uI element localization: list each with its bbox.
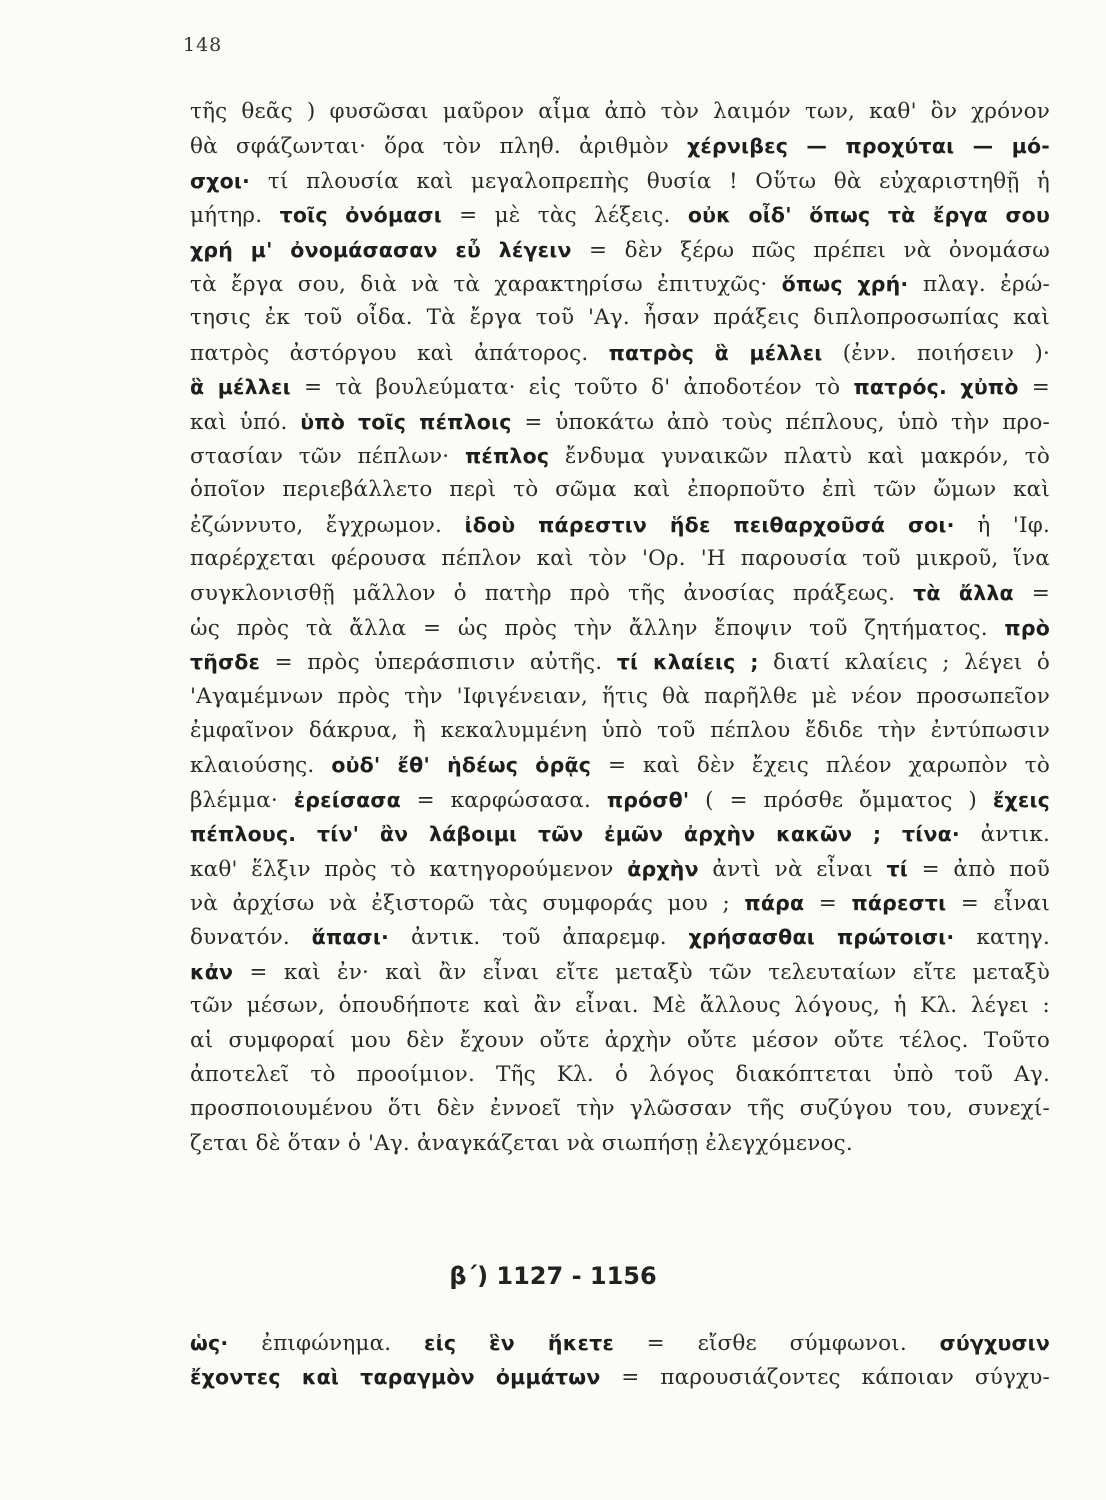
text-line: πέπλους. τίν' ἂν λάβοιμι τῶν ἐμῶν ἀρχὴν κακῶν ; τίνα· ἀντικ. (190, 822, 1050, 848)
text-line: ὡς πρὸς τὰ ἄλλα = ὡς πρὸς τὴν ἄλλην ἔποψιν τοῦ ζητήματος. πρὸ (190, 615, 1050, 641)
text-line: κἀν = καὶ ἐν· καὶ ἂν εἶναι εἴτε μεταξὺ τῶν τελευταίων εἴτε μεταξὺ (190, 959, 1050, 985)
text-line: καθ' ἕλξιν πρὸς τὸ κατηγορούμενον ἀρχὴν ἀντὶ νὰ εἶναι τί = ἀπὸ ποῦ (190, 856, 1050, 882)
text-line: τῆσδε = πρὸς ὑπεράσπισιν αὐτῆς. τί κλαίεις ; διατί κλαίεις ; λέγει ὁ (190, 650, 1050, 676)
text-line: κλαιούσης. οὐδ' ἔθ' ἡδέως ὁρᾷς = καὶ δὲν ἔχεις πλέον χαρωπὸν τὸ (190, 753, 1050, 779)
text-line: ἐζώννυτο, ἔγχρωμον. ἰδοὺ πάρεστιν ἥδε πειθαρχοῦσά σοι· ἡ 'Ιφ. (190, 512, 1050, 538)
commentary-text (190, 95, 1050, 1161)
text-line: σχοι· τί πλουσία καὶ μεγαλοπρεπὴς θυσία ! Οὕτω θὰ εὐχαριστηθῇ ἡ (190, 168, 1050, 194)
text-line: ὁποῖον περιεβάλλετο περὶ τὸ σῶμα καὶ ἐπορποῦτο ἐπὶ τῶν ὤμων καὶ (190, 477, 1050, 503)
text-line: 'Αγαμέμνων πρὸς τὴν 'Ιφιγένειαν, ἥτις θὰ παρῆλθε μὲ νέον προσωπεῖον (190, 683, 1050, 709)
text-line: βλέμμα· ἐρείσασα = καρφώσασα. πρόσθ' ( = πρόσθε ὄμματος ) ἔχεις (190, 787, 1050, 813)
text-line: τὰ ἔργα σου, διὰ νὰ τὰ χαρακτηρίσω ἐπιτυχῶς· ὅπως χρή· πλαγ. ἐρώ- (190, 271, 1050, 297)
text-line: στασίαν τῶν πέπλων· πέπλος ἔνδυμα γυναικῶν πλατὺ καὶ μακρόν, τὸ (190, 443, 1050, 469)
text-line: χρή μ' ὀνομάσασαν εὖ λέγειν = δὲν ξέρω πῶς πρέπει νὰ ὀνομάσω (190, 237, 1050, 263)
text-line: ἃ μέλλει = τὰ βουλεύματα· εἰς τοῦτο δ' ἀποδοτέον τὸ πατρός. χὐπὸ = (190, 375, 1051, 401)
text-line: ὡς· ἐπιφώνημα. εἰς ἓν ἥκετε = εἴσθε σύμφωνοι. σύγχυσιν (190, 1331, 1051, 1356)
text-line: προσποιουμένου ὅτι δὲν ἐννοεῖ τὴν γλῶσσαν τῆς συζύγου του, συνεχί- (190, 1096, 1050, 1122)
text-line: νὰ ἀρχίσω νὰ ἐξιστορῶ τὰς συμφοράς μου ; πάρα = πάρεστι = εἶναι (190, 890, 1050, 916)
text-line: παρέρχεται φέρουσα πέπλον καὶ τὸν 'Ορ. 'Η παρουσία τοῦ μικροῦ, ἵνα (190, 546, 1050, 572)
text-line: αἱ συμφοραί μου δὲν ἔχουν οὔτε ἀρχὴν οὔτε μέσον οὔτε τέλος. Τοῦτο (190, 1027, 1050, 1053)
text-line: δυνατόν. ἅπασι· ἀντικ. τοῦ ἀπαρεμφ. χρήσασθαι πρώτοισι· κατηγ. (190, 925, 1050, 951)
text-line: τῶν μέσων, ὁπουδήποτε καὶ ἂν εἶναι. Μὲ ἄλλους λόγους, ἡ Κλ. λέγει : (190, 993, 1050, 1019)
text-line: πατρὸς ἀστόργου καὶ ἀπάτορος. πατρὸς ἃ μέλλει (ἐνν. ποιήσειν )· (190, 340, 1050, 366)
text-line: τησις ἐκ τοῦ οἶδα. Τὰ ἔργα τοῦ 'Αγ. ἦσαν πράξεις διπλοπροσωπίας καὶ (190, 305, 1050, 331)
text-line: καὶ ὑπό. ὑπὸ τοῖς πέπλοις = ὑποκάτω ἀπὸ τοὺς πέπλους, ὑπὸ τὴν προ- (190, 409, 1050, 435)
text-line: ἐμφαῖνον δάκρυα, ἢ κεκαλυμμένη ὑπὸ τοῦ πέπλου ἔδιδε τὴν ἐντύπωσιν (190, 718, 1050, 744)
text-line: μήτηρ. τοῖς ὀνόμασι = μὲ τὰς λέξεις. οὐκ οἶδ' ὅπως τὰ ἔργα σου (190, 203, 1050, 229)
commentary-text-continued (190, 1326, 1050, 1395)
text-line: ζεται δὲ ὅταν ὁ 'Αγ. ἀναγκάζεται νὰ σιωπήσῃ ἐλεγχόμενος. (190, 1130, 853, 1156)
text-line: τῆς θεᾶς ) φυσῶσαι μαῦρον αἷμα ἀπὸ τὸν λαιμόν των, καθ' ὃν χρόνον (190, 99, 1050, 124)
text-line: ἔχοντες καὶ ταραγμὸν ὀμμάτων = παρουσιάζοντες κάποιαν σύγχυ- (190, 1365, 1050, 1391)
text-line: ἀποτελεῖ τὸ προοίμιον. Τῆς Κλ. ὁ λόγος διακόπτεται ὑπὸ τοῦ Αγ. (190, 1061, 1050, 1087)
text-line: θὰ σφάζωνται· ὅρα τὸν πληθ. ἀριθμὸν χέρνιβες — προχύται — μό- (190, 134, 1050, 160)
section-heading: β΄) 1127 - 1156 (449, 1262, 657, 1290)
page-number: 148 (183, 34, 223, 56)
text-line: συγκλονισθῇ μᾶλλον ὁ πατὴρ πρὸ τῆς ἀνοσίας πράξεως. τὰ ἄλλα = (190, 581, 1050, 607)
